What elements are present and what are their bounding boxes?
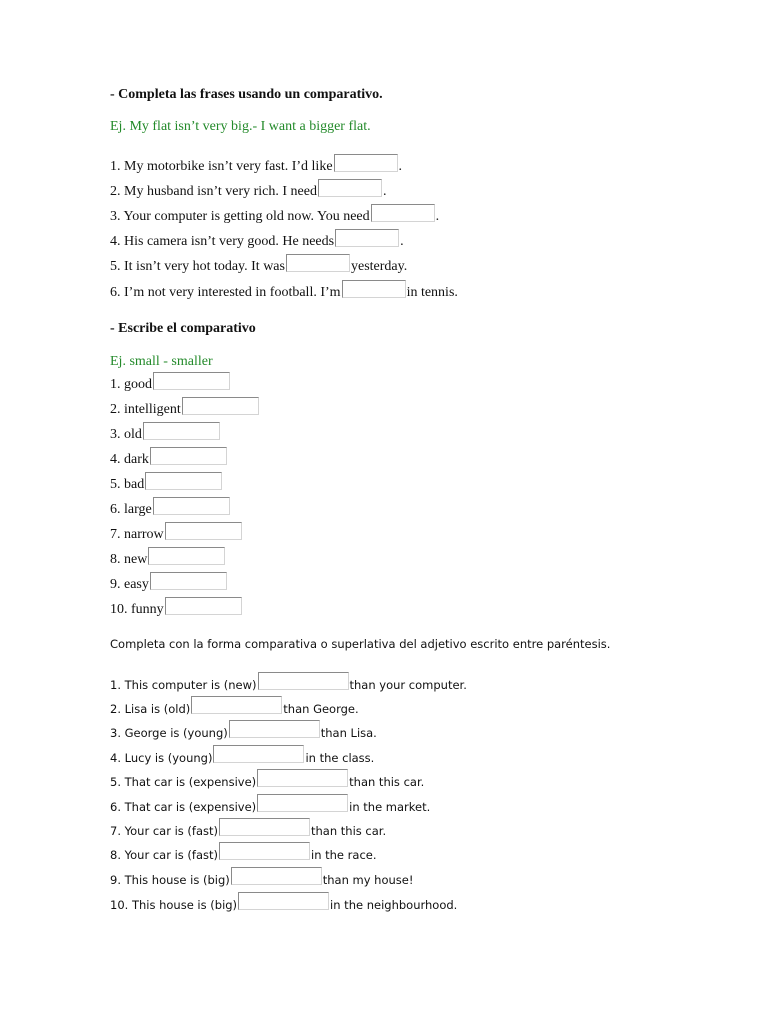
answer-field[interactable] <box>342 280 406 298</box>
answer-field[interactable] <box>334 154 398 172</box>
answer-field[interactable] <box>150 447 227 465</box>
answer-field[interactable] <box>213 745 304 763</box>
section3-item-1 <box>110 676 467 694</box>
section3-item-6 <box>110 798 430 816</box>
section3-item-9 <box>110 871 413 889</box>
section2-item-8 <box>110 551 226 569</box>
item-suffix: than my house! <box>322 873 414 887</box>
section3-item-8 <box>110 846 377 864</box>
section3-item-3 <box>110 724 377 742</box>
item-prompt: 6. That car is (expensive) <box>110 800 257 814</box>
answer-field[interactable] <box>165 597 242 615</box>
item-suffix: . <box>382 184 387 199</box>
item-prompt: 9. easy <box>110 577 149 592</box>
answer-field[interactable] <box>258 672 349 690</box>
item-suffix: than Lisa. <box>320 726 377 740</box>
section2-item-7 <box>110 526 243 544</box>
section2-item-9 <box>110 576 228 594</box>
answer-field[interactable] <box>318 179 382 197</box>
item-prompt: 7. narrow <box>110 527 164 542</box>
item-suffix: . <box>435 209 440 224</box>
answer-field[interactable] <box>219 818 310 836</box>
item-suffix: than your computer. <box>349 678 467 692</box>
item-prompt: 4. Lucy is (young) <box>110 751 213 765</box>
item-prompt: 2. intelligent <box>110 402 181 417</box>
item-prompt: 10. funny <box>110 602 164 617</box>
item-prompt: 5. That car is (expensive) <box>110 775 257 789</box>
section1-example: Ej. My flat isn’t very big.- I want a bigger flat. <box>110 119 371 134</box>
section1-item-6 <box>110 284 458 302</box>
item-prompt: 3. old <box>110 427 142 442</box>
section1-item-4 <box>110 233 404 251</box>
item-prompt: 2. Lisa is (old) <box>110 702 191 716</box>
section2-example: Ej. small - smaller <box>110 354 213 369</box>
answer-field[interactable] <box>229 720 320 738</box>
section3-item-5 <box>110 773 424 791</box>
answer-field[interactable] <box>145 472 222 490</box>
item-suffix: than this car. <box>311 824 387 838</box>
item-prompt: 4. dark <box>110 452 149 467</box>
item-prompt: 3. George is (young) <box>110 726 228 740</box>
section2-heading: - Escribe el comparativo <box>110 321 256 336</box>
item-suffix: than this car. <box>349 775 425 789</box>
item-prompt: 5. It isn’t very hot today. It was <box>110 259 285 274</box>
item-prompt: 1. This computer is (new) <box>110 678 257 692</box>
answer-field[interactable] <box>143 422 220 440</box>
item-prompt: 7. Your car is (fast) <box>110 824 218 838</box>
item-prompt: 6. I’m not very interested in football. I’m <box>110 285 341 300</box>
item-prompt: 5. bad <box>110 477 145 492</box>
item-prompt: 10. This house is (big) <box>110 898 238 912</box>
section2-item-4 <box>110 451 228 469</box>
item-prompt: 2. My husband isn’t very rich. I need <box>110 184 317 199</box>
answer-field[interactable] <box>150 572 227 590</box>
item-prompt: 4. His camera isn’t very good. He needs <box>110 234 335 249</box>
section1-item-3 <box>110 208 439 226</box>
answer-field[interactable] <box>286 254 350 272</box>
item-prompt: 1. good <box>110 377 152 392</box>
answer-field[interactable] <box>335 229 399 247</box>
section2-item-2 <box>110 401 260 419</box>
item-prompt: 9. This house is (big) <box>110 873 230 887</box>
section1-item-1 <box>110 158 402 176</box>
item-suffix: . <box>398 159 403 174</box>
section1-item-2 <box>110 183 386 201</box>
answer-field[interactable] <box>257 794 348 812</box>
section2-item-1 <box>110 376 231 394</box>
section3-item-2 <box>110 700 359 718</box>
section3-item-7 <box>110 822 386 840</box>
item-prompt: 8. new <box>110 552 148 567</box>
answer-field[interactable] <box>165 522 242 540</box>
item-prompt: 1. My motorbike isn’t very fast. I’d like <box>110 159 333 174</box>
section2-item-5 <box>110 476 223 494</box>
section3-item-10 <box>110 896 457 914</box>
answer-field[interactable] <box>231 867 322 885</box>
section2-item-3 <box>110 426 221 444</box>
item-prompt: 3. Your computer is getting old now. You need <box>110 209 370 224</box>
answer-field[interactable] <box>153 372 230 390</box>
answer-field[interactable] <box>219 842 310 860</box>
item-suffix: . <box>400 234 404 249</box>
item-suffix: in the market. <box>349 800 431 814</box>
item-suffix: in tennis. <box>406 285 458 300</box>
item-prompt: 8. Your car is (fast) <box>110 848 218 862</box>
section1-heading: - Completa las frases usando un comparativo. <box>110 87 383 102</box>
answer-field[interactable] <box>148 547 225 565</box>
item-suffix: in the neighbourhood. <box>330 898 458 912</box>
item-suffix: yesterday. <box>350 259 408 274</box>
section3-item-4 <box>110 749 374 767</box>
item-prompt: 6. large <box>110 502 152 517</box>
section1-item-5 <box>110 258 407 276</box>
section2-item-6 <box>110 501 231 519</box>
item-suffix: in the race. <box>311 848 377 862</box>
answer-field[interactable] <box>238 892 329 910</box>
answer-field[interactable] <box>153 497 230 515</box>
item-suffix: in the class. <box>305 751 375 765</box>
item-suffix: than George. <box>283 702 359 716</box>
section2-item-10 <box>110 601 243 619</box>
answer-field[interactable] <box>257 769 348 787</box>
answer-field[interactable] <box>191 696 282 714</box>
answer-field[interactable] <box>371 204 435 222</box>
section3-heading: Completa con la forma comparativa o superlativa del adjetivo escrito entre paréntesis. <box>110 637 611 651</box>
answer-field[interactable] <box>182 397 259 415</box>
